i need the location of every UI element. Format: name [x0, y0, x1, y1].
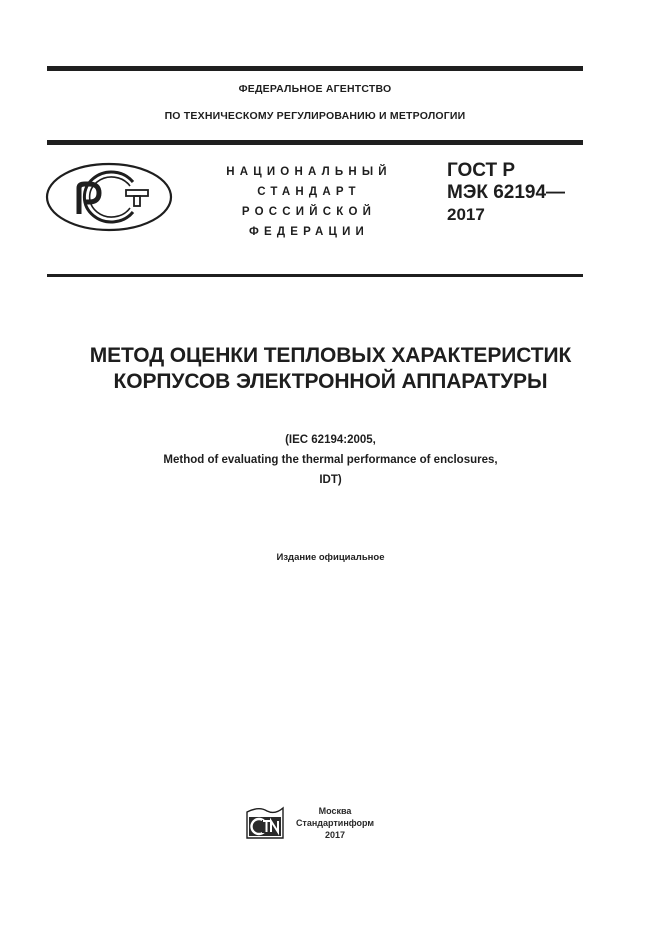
designation-year: 2017	[447, 205, 485, 224]
national-line-1: НАЦИОНАЛЬНЫЙ	[226, 166, 392, 178]
national-line-2: СТАНДАРТ	[257, 186, 361, 198]
designation-line-1: ГОСТ Р	[447, 160, 516, 181]
standartinform-logo-icon	[245, 806, 285, 841]
publication-year: 2017	[324, 830, 346, 840]
title-line-1: МЕТОД ОЦЕНКИ ТЕПЛОВЫХ ХАРАКТЕРИСТИК	[89, 344, 572, 367]
title-line-2: КОРПУСОВ ЭЛЕКТРОННОЙ АППАРАТУРЫ	[113, 370, 548, 393]
publisher-info	[290, 805, 380, 841]
bottom-rule	[47, 274, 583, 277]
publisher-city: Москва	[318, 806, 352, 816]
middle-rule	[47, 140, 583, 145]
edition-label: Издание официальное	[276, 552, 385, 563]
top-rule	[47, 66, 583, 71]
reference-line-1: (IEC 62194:2005,	[285, 434, 376, 446]
designation-line-2: МЭК 62194—	[447, 182, 566, 203]
reference-line-3: IDT)	[319, 474, 342, 486]
national-standard-label	[196, 162, 422, 242]
national-line-3: РОССИЙСКОЙ	[241, 206, 377, 218]
publisher-name: Стандартинформ	[295, 818, 375, 828]
reference-line-2: Method of evaluating the thermal performance of enclosures,	[163, 454, 498, 466]
national-line-4: ФЕДЕРАЦИИ	[248, 226, 370, 238]
agency-name-line-2: ПО ТЕХНИЧЕСКОМУ РЕГУЛИРОВАНИЮ И МЕТРОЛОГИИ	[164, 110, 466, 122]
gost-r-logo-icon	[45, 162, 173, 232]
iec-reference	[20, 430, 641, 490]
document-title	[20, 343, 641, 395]
agency-name-line-1: ФЕДЕРАЛЬНОЕ АГЕНТСТВО	[238, 83, 392, 95]
standard-designation	[447, 160, 565, 226]
